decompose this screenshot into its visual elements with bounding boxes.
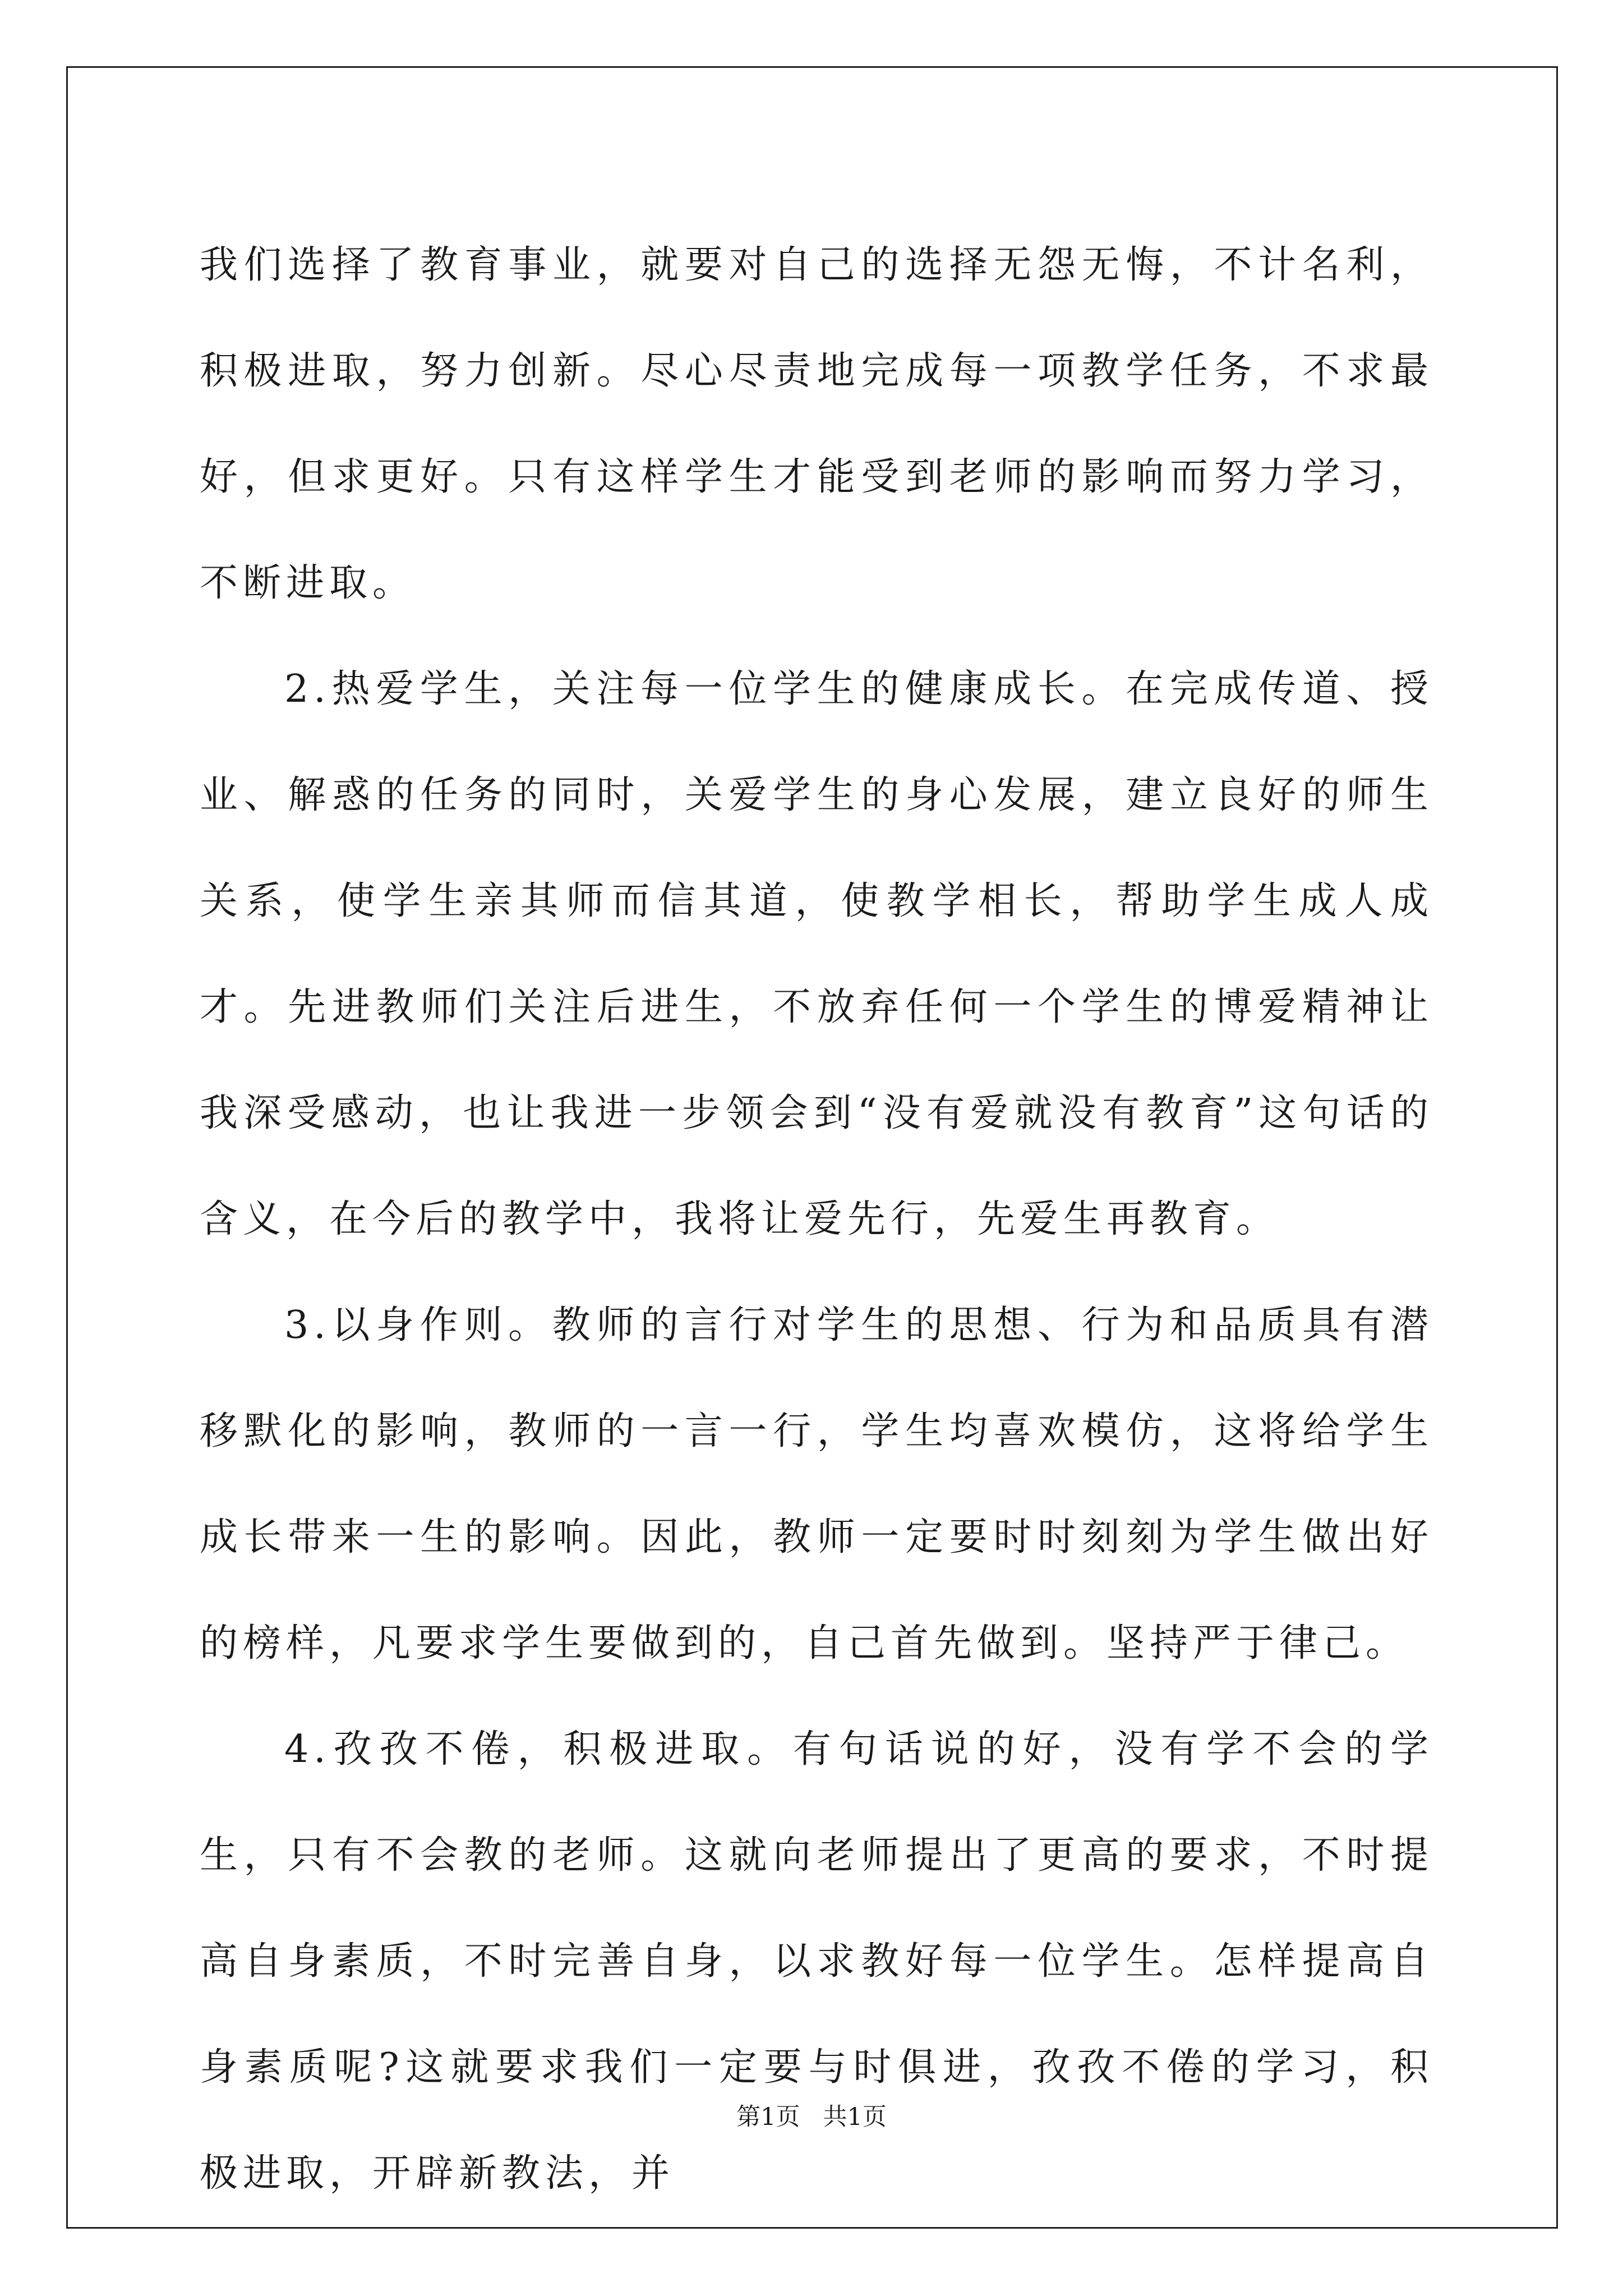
paragraph-3: 3.以身作则。教师的言行对学生的思想、行为和品质具有潜移默化的影响，教师的一言一行，学生均喜欢模仿，这将给学生成长带来一生的影响。因此，教师一定要时时刻刻为学生做出好的榜样，凡要求学生要做到的，自己首先做到。坚持严于律己。 bbox=[200, 1303, 1433, 1665]
document-body bbox=[200, 212, 1433, 2226]
paragraph-4: 4.孜孜不倦，积极进取。有句话说的好，没有学不会的学生，只有不会教的老师。这就向老师提出了更高的要求，不时提高自身素质，不时完善自身，以求教好每一位学生。怎样提高自身素质呢?这就要求我们一定要与时俱进，孜孜不倦的学习，积极进取，开辟新教法，并 bbox=[200, 1727, 1433, 2196]
page-footer: 第1页 共1页 bbox=[736, 2103, 887, 2131]
paragraph-1: 我们选择了教育事业，就要对自己的选择无怨无悔，不计名利，积极进取，努力创新。尽心尽责地完成每一项教学任务，不求最好，但求更好。只有这样学生才能受到老师的影响而努力学习，不断进取。 bbox=[200, 243, 1433, 605]
paragraph-2: 2.热爱学生，关注每一位学生的健康成长。在完成传道、授业、解惑的任务的同时，关爱学生的身心发展，建立良好的师生关系，使学生亲其师而信其道，使教学相长，帮助学生成人成才。先进教师们关注后进生，不放弃任何一个学生的博爱精神让我深受感动，也让我进一步领会到“没有爱就没有教育”这句话的含义，在今后的教学中，我将让爱先行，先爱生再教育。 bbox=[200, 667, 1433, 1241]
